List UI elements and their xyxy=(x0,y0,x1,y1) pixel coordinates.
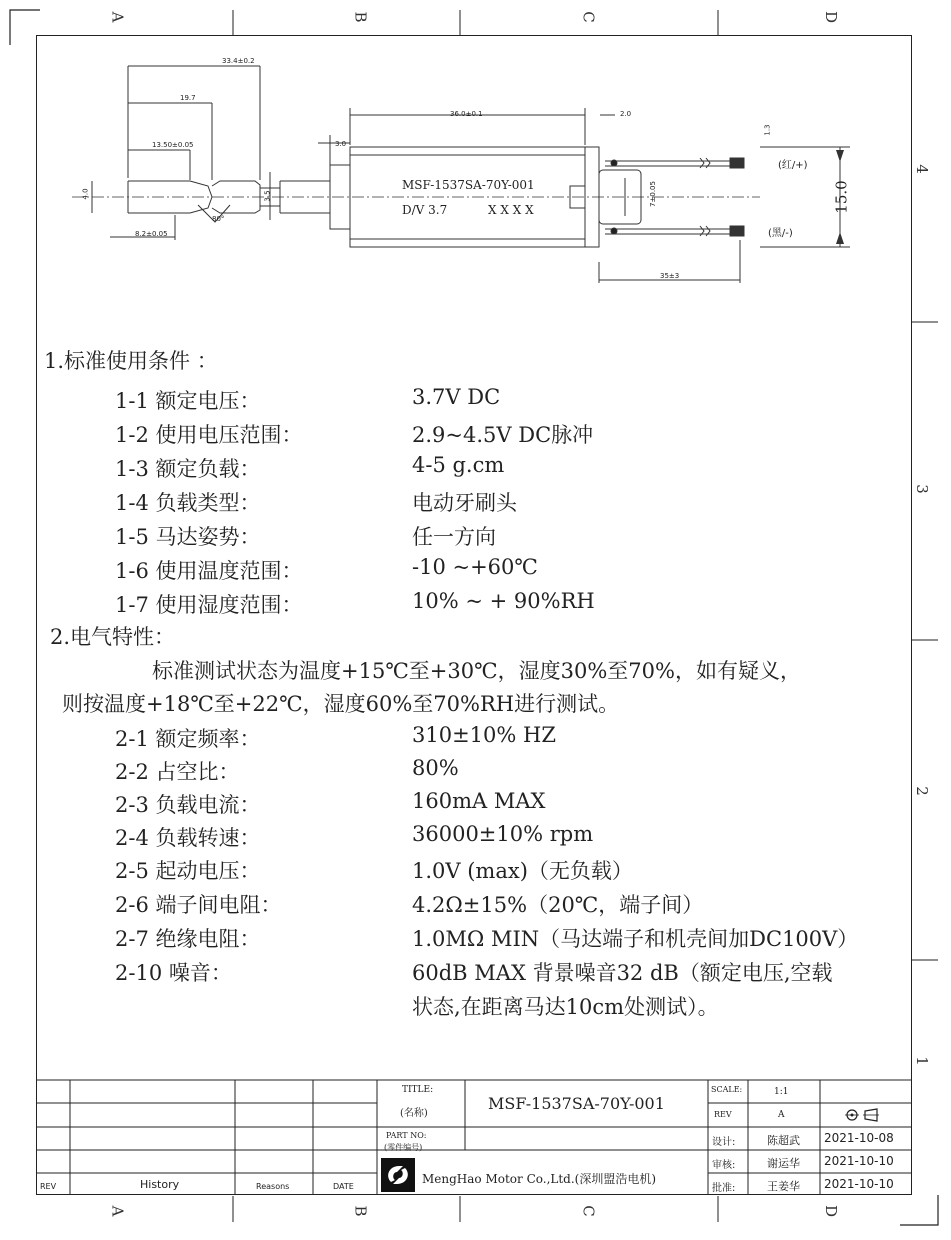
section-2-paragraph-2: 则按温度+18℃至+22℃，湿度60%至70%RH进行测试。 xyxy=(62,692,620,716)
dim-wire-length: 35±3 xyxy=(660,272,680,280)
ruler-top-d: D xyxy=(822,10,841,24)
dim-body-dia: 15.0 xyxy=(832,180,851,214)
spec-1-3-value: 4-5 g.cm xyxy=(412,453,505,477)
spec-1-6-value: -10 ~+60℃ xyxy=(412,555,538,579)
history-header: History xyxy=(140,1178,180,1191)
spec-1-5-value: 任一方向 xyxy=(412,525,496,549)
spec-2-10-key: 2-10 噪音： xyxy=(115,961,232,985)
ruler-right-4: 4 xyxy=(912,164,931,174)
title-value: MSF-1537SA-70Y-001 xyxy=(488,1094,665,1113)
spec-2-6-value: 4.2Ω±15%（20℃，端子间） xyxy=(412,893,704,917)
part-no-label: PART NO: xyxy=(386,1131,427,1140)
section-2-title: 2.电气特性： xyxy=(50,625,176,649)
motor-label-xxxx: X X X X xyxy=(488,203,534,217)
reasons-header: Reasons xyxy=(256,1182,290,1191)
motor-label-model: MSF-1537SA-70Y-001 xyxy=(402,178,535,192)
spec-1-4-value: 电动牙刷头 xyxy=(412,491,517,515)
dim-tip-length: 13.50±0.05 xyxy=(152,141,194,149)
section-2-paragraph-1: 标准测试状态为温度+15℃至+30℃，湿度30%至70%，如有疑义， xyxy=(152,659,801,683)
ruler-right-2: 2 xyxy=(912,786,931,796)
section-1-title: 1.标准使用条件 ： xyxy=(44,349,218,373)
spec-2-6-key: 2-6 端子间电阻： xyxy=(115,893,282,917)
company-name: MengHao Motor Co.,Ltd.(深圳盟浩电机) xyxy=(422,1172,657,1186)
spec-2-5-value: 1.0V (max)（无负载） xyxy=(412,859,633,883)
dim-tip-short: 8.2±0.05 xyxy=(135,230,168,238)
spec-2-5-key: 2-5 起动电压： xyxy=(115,859,261,883)
spec-2-10-value-cont: 状态,在距离马达10cm处测试）。 xyxy=(412,995,719,1019)
approve-name: 王姜华 xyxy=(767,1180,800,1193)
ruler-top-a: A xyxy=(108,11,127,23)
part-no-label-cn: (零件编号) xyxy=(384,1143,423,1152)
ruler-bottom-a: A xyxy=(108,1205,127,1217)
spec-1-1-value: 3.7V DC xyxy=(412,385,501,409)
spec-2-2-value: 80% xyxy=(412,756,459,780)
spec-2-4-value: 36000±10% rpm xyxy=(412,822,594,846)
motor-label-dv: D/V 3.7 xyxy=(402,203,448,217)
check-date: 2021-10-10 xyxy=(824,1154,894,1168)
ruler-bottom-b: B xyxy=(351,1205,370,1217)
spec-2-2-key: 2-2 占空比： xyxy=(115,760,240,784)
company-logo-icon xyxy=(381,1158,415,1192)
spec-2-3-value: 160mA MAX xyxy=(412,789,546,813)
dim-boss: 7±0.05 xyxy=(648,181,657,207)
dim-flange: 3.0 xyxy=(335,140,347,148)
dim-wire: 1.3 xyxy=(763,124,772,136)
ruler-top-b: B xyxy=(351,11,370,23)
ruler-top-c: C xyxy=(579,11,598,23)
dim-body-length: 36.0±0.1 xyxy=(450,110,483,118)
spec-1-1-key: 1-1 额定电压： xyxy=(115,389,261,413)
approve-date: 2021-10-10 xyxy=(824,1177,894,1191)
black-wire-label: (黑/-) xyxy=(768,228,793,239)
spec-2-4-key: 2-4 负载转速： xyxy=(115,826,261,850)
spec-2-1-key: 2-1 额定频率： xyxy=(115,727,261,751)
ruler-right-1: 1 xyxy=(912,1056,931,1066)
approve-label: 批准: xyxy=(712,1183,736,1194)
rev-label: REV xyxy=(714,1110,732,1119)
dim-cap: 2.0 xyxy=(620,110,632,118)
dim-overall-length: 33.4±0.2 xyxy=(222,57,255,65)
dim-groove-length: 19.7 xyxy=(180,94,196,102)
spec-1-3-key: 1-3 额定负载： xyxy=(115,457,261,481)
dim-angle: 80° xyxy=(212,215,225,223)
spec-1-5-key: 1-5 马达姿势： xyxy=(115,525,261,549)
ruler-bottom-c: C xyxy=(579,1205,598,1217)
ruler-right-3: 3 xyxy=(912,484,931,494)
spec-2-7-key: 2-7 绝缘电阻： xyxy=(115,927,261,951)
spec-1-7-key: 1-7 使用湿度范围： xyxy=(115,593,303,617)
spec-1-2-value: 2.9~4.5V DC脉冲 xyxy=(412,423,594,447)
date-header: DATE xyxy=(333,1182,354,1191)
dim-neck-dia: 3.5 xyxy=(263,190,272,202)
ruler-bottom-d: D xyxy=(822,1204,841,1218)
spec-1-6-key: 1-6 使用温度范围： xyxy=(115,559,303,583)
spec-1-2-key: 1-2 使用电压范围： xyxy=(115,423,303,447)
check-label: 审核: xyxy=(712,1160,736,1171)
spec-2-3-key: 2-3 负载电流： xyxy=(115,793,261,817)
spec-2-10-value: 60dB MAX 背景噪音32 dB（额定电压,空载 xyxy=(412,961,833,985)
design-date: 2021-10-08 xyxy=(824,1131,894,1145)
red-wire-label: (红/+) xyxy=(778,160,808,171)
title-label: TITLE: xyxy=(402,1085,434,1095)
design-label: 设计: xyxy=(712,1137,736,1148)
spec-1-7-value: 10% ~ + 90%RH xyxy=(412,589,595,613)
scale-value: 1:1 xyxy=(774,1087,789,1097)
spec-2-7-value: 1.0MΩ MIN（马达端子和机壳间加DC100V） xyxy=(412,927,859,951)
design-name: 陈超武 xyxy=(767,1134,800,1147)
rev-header: REV xyxy=(40,1182,57,1191)
projection-symbol-icon xyxy=(845,1108,881,1122)
spec-2-1-value: 310±10% HZ xyxy=(412,723,556,747)
rev-value: A xyxy=(778,1110,785,1120)
scale-label: SCALE: xyxy=(711,1085,743,1094)
dim-shaft-dia: 4.0 xyxy=(81,188,90,200)
title-label-cn: (名称) xyxy=(400,1108,428,1119)
spec-1-4-key: 1-4 负载类型： xyxy=(115,491,261,515)
check-name: 谢运华 xyxy=(767,1157,800,1170)
